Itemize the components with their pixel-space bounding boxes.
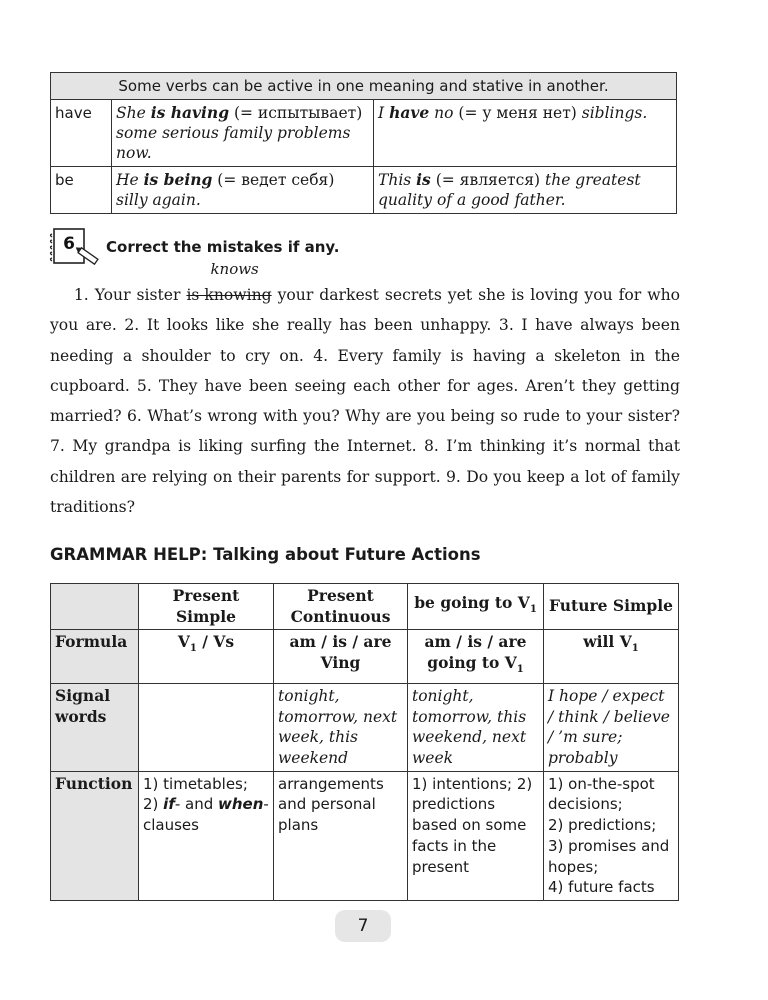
signal-cell: tonight, tomorrow, this weekend, next week: [408, 683, 544, 771]
column-header: Present Continuous: [274, 584, 408, 630]
table-row: [51, 100, 677, 167]
row-header: Signal words: [51, 683, 139, 771]
example-cell: This is (= является) the greatest quality of a good father.: [374, 167, 677, 214]
exercise-title: Correct the mistakes if any.: [106, 238, 340, 256]
verbs-table: [50, 72, 677, 214]
correction-text: knows: [210, 260, 259, 278]
struck-text: is knowing: [186, 286, 272, 304]
page-number: 7: [335, 910, 391, 942]
table-row: [51, 771, 679, 900]
formula-cell: $V_1$ / Vs: [139, 630, 274, 684]
function-cell: arrangements and personal plans: [274, 771, 408, 900]
grammar-help-title: GRAMMAR HELP: Talking about Future Actions: [50, 545, 481, 564]
column-header: Future Simple: [544, 584, 679, 630]
table-header: Some verbs can be active in one meaning and stative in another.: [51, 73, 677, 100]
verb-cell: be: [51, 167, 112, 214]
function-cell: 1) on-the-spot decisions; 2) predictions; 3) promises and hopes; 4) future facts: [544, 771, 679, 900]
future-actions-table: [50, 583, 679, 901]
table-header-row: [51, 584, 679, 630]
exercise-number: 6: [63, 234, 75, 254]
formula-cell: will $V_1$: [544, 630, 679, 684]
formula-cell: am / is / are going to $V_1$: [408, 630, 544, 684]
formula-cell: am / is / are Ving: [274, 630, 408, 684]
example-cell: He is being (= ведет себя) silly again.: [112, 167, 374, 214]
notebook-pen-icon: [48, 226, 100, 270]
function-cell: 1) intentions; 2) predictions based on some facts in the present: [408, 771, 544, 900]
column-header: Present Simple: [139, 584, 274, 630]
row-header: Function: [51, 771, 139, 900]
example-cell: She is having (= испытывает) some serious family problems now.: [112, 100, 374, 167]
function-cell: 1) timetables; 2) if- and when-clauses: [139, 771, 274, 900]
column-header: be going to $V_1$: [408, 584, 544, 630]
row-header: Formula: [51, 630, 139, 684]
verb-cell: have: [51, 100, 112, 167]
table-row: [51, 683, 679, 771]
signal-cell: [139, 683, 274, 771]
signal-cell: I hope / expect / think / believe / ’m sure; probably: [544, 683, 679, 771]
example-cell: I have no (= у меня нет) siblings.: [374, 100, 677, 167]
exercise-text: 1. Your sister is knowing knows your darkest secrets yet she is loving you for who you are. 2. It looks like she really has been unhappy. 3. I have always been needing a shoulder to cry on. 4. Every family is having a skeleton in the cupboard. 5. They have been seeing each other for ages. Aren’t they getting married? 6. What’s wrong with you? Why are you being so rude to your sister? 7. My grandpa is liking surfing the Internet. 8. I’m thinking it’s normal that children are relying on their parents for support. 9. Do you keep a lot of family traditions?: [50, 260, 681, 517]
corner-cell: [51, 584, 139, 630]
table-row: [51, 167, 677, 214]
corrected-phrase: [186, 260, 272, 310]
table-row: [51, 630, 679, 684]
signal-cell: tonight, tomorrow, next week, this weekend: [274, 683, 408, 771]
